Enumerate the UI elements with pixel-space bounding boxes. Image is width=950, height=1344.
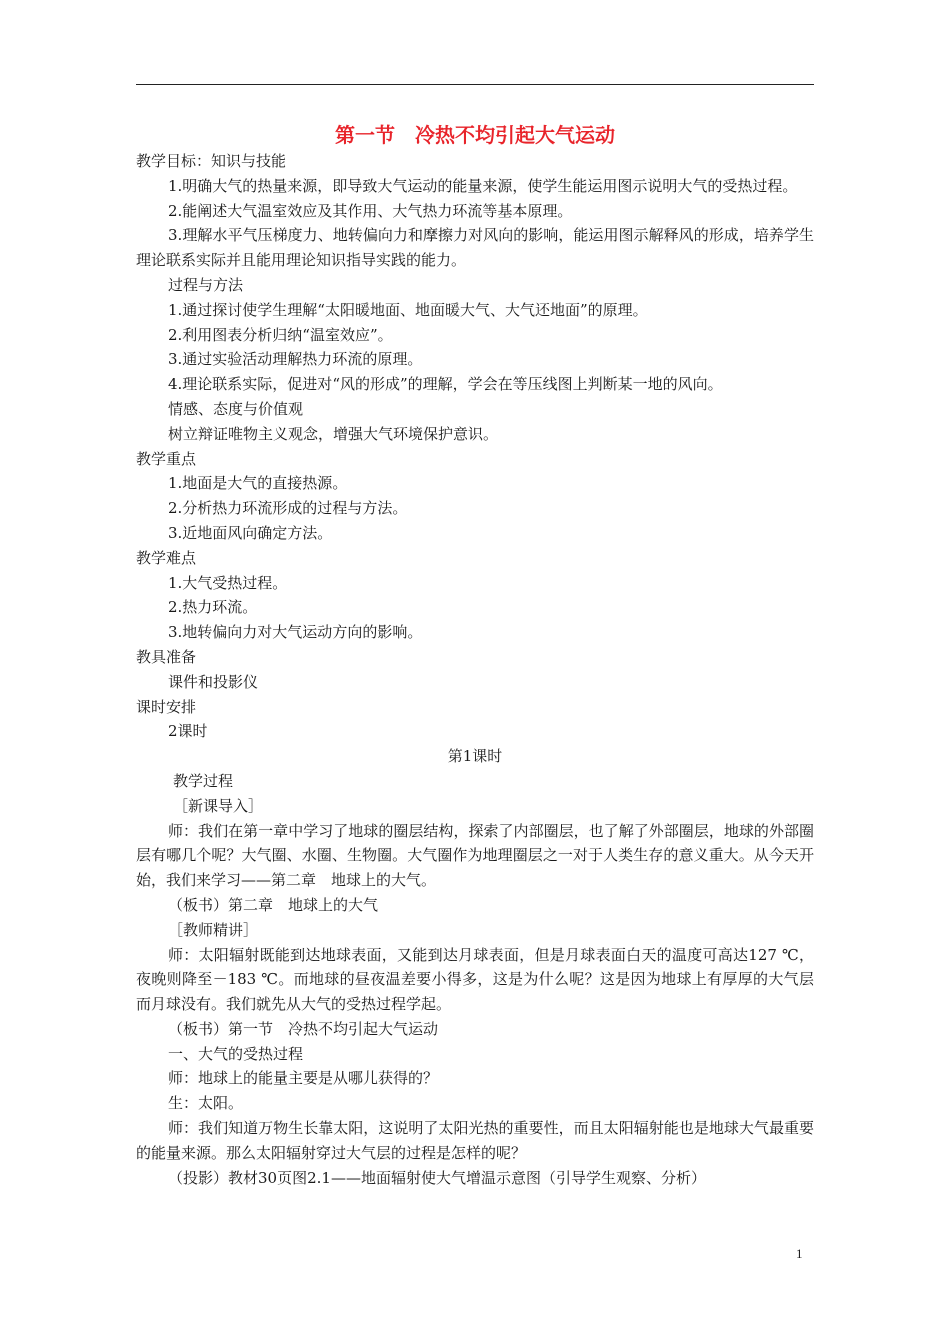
paragraph: 情感、态度与价值观 [168, 399, 304, 418]
paragraph: （板书）第一节 冷热不均引起大气运动 [168, 1019, 439, 1038]
paragraph: 教学难点 [136, 548, 197, 567]
paragraph: 师：我们在第一章中学习了地球的圈层结构，探索了内部圈层，也了解了外部圈层，地球的外部圈层有哪几个呢？大气圈、水圈、生物圈。大气圈作为地理圈层之一对于人类生存的意义重大。从今天开始，我们来学习——第二章 地球上的大气。 [136, 821, 814, 890]
paragraph: 1.大气受热过程。 [168, 573, 288, 592]
paragraph: 3.理解水平气压梯度力、地转偏向力和摩擦力对风向的影响，能运用图示解释风的形成，培养学生理论联系实际并且能用理论知识指导实践的能力。 [136, 226, 814, 270]
paragraph: 课件和投影仪 [168, 672, 259, 691]
paragraph: 2.热力环流。 [168, 598, 258, 617]
paragraph: ［教师精讲］ [168, 920, 259, 939]
header-rule [136, 84, 814, 85]
paragraph: 生：太阳。 [168, 1094, 244, 1113]
paragraph: 2.分析热力环流形成的过程与方法。 [168, 499, 408, 518]
page-title: 第一节 冷热不均引起大气运动 [335, 123, 615, 147]
document-body [136, 149, 814, 1190]
paragraph: 师：地球上的能量主要是从哪儿获得的？ [168, 1069, 439, 1088]
paragraph: 教具准备 [136, 647, 197, 666]
paragraph: （板书）第二章 地球上的大气 [168, 895, 379, 914]
paragraph: 2.利用图表分析归纳“温室效应”。 [168, 325, 393, 344]
paragraph: 3.通过实验活动理解热力环流的原理。 [168, 350, 423, 369]
paragraph: 师：太阳辐射既能到达地球表面，又能到达月球表面，但是月球表面白天的温度可高达127 ℃，夜晚则降至－183 ℃。而地球的昼夜温差要小得多，这是为什么呢？这是因为地球上有厚厚的大气层而月球没有。我们就先从大气的受热过程学起。 [136, 945, 814, 1014]
paragraph: 2课时 [168, 722, 208, 741]
paragraph: 3.地转偏向力对大气运动方向的影响。 [168, 623, 423, 642]
paragraph: 3.近地面风向确定方法。 [168, 523, 333, 542]
paragraph: 4.理论联系实际，促进对“风的形成”的理解，学会在等压线图上判断某一地的风向。 [168, 375, 723, 394]
paragraph: 教学过程 [173, 771, 234, 790]
paragraph: 一、大气的受热过程 [168, 1044, 304, 1063]
paragraph: 教学重点 [136, 449, 197, 468]
paragraph: 过程与方法 [168, 275, 244, 294]
paragraph: 2.能阐述大气温室效应及其作用、大气热力环流等基本原理。 [168, 201, 573, 220]
paragraph: 1.通过探讨使学生理解“太阳暖地面、地面暖大气、大气还地面”的原理。 [168, 300, 648, 319]
paragraph: 课时安排 [136, 697, 197, 716]
paragraph: ［新课导入］ [173, 796, 264, 815]
paragraph: 第1课时 [447, 747, 503, 766]
paragraph: （投影）教材30页图2.1——地面辐射使大气增温示意图（引导学生观察、分析） [168, 1168, 706, 1187]
paragraph: 师：我们知道万物生长靠太阳，这说明了太阳光热的重要性，而且太阳辐射能也是地球大气最重要的能量来源。那么太阳辐射穿过大气层的过程是怎样的呢？ [136, 1119, 814, 1162]
paragraph: 1.明确大气的热量来源，即导致大气运动的能量来源，使学生能运用图示说明大气的受热过程。 [168, 176, 798, 195]
paragraph: 教学目标：知识与技能 [136, 152, 287, 170]
paragraph: 树立辩证唯物主义观念，增强大气环境保护意识。 [168, 424, 499, 443]
page-number: 1 [796, 1246, 803, 1261]
paragraph: 1.地面是大气的直接热源。 [168, 474, 348, 493]
